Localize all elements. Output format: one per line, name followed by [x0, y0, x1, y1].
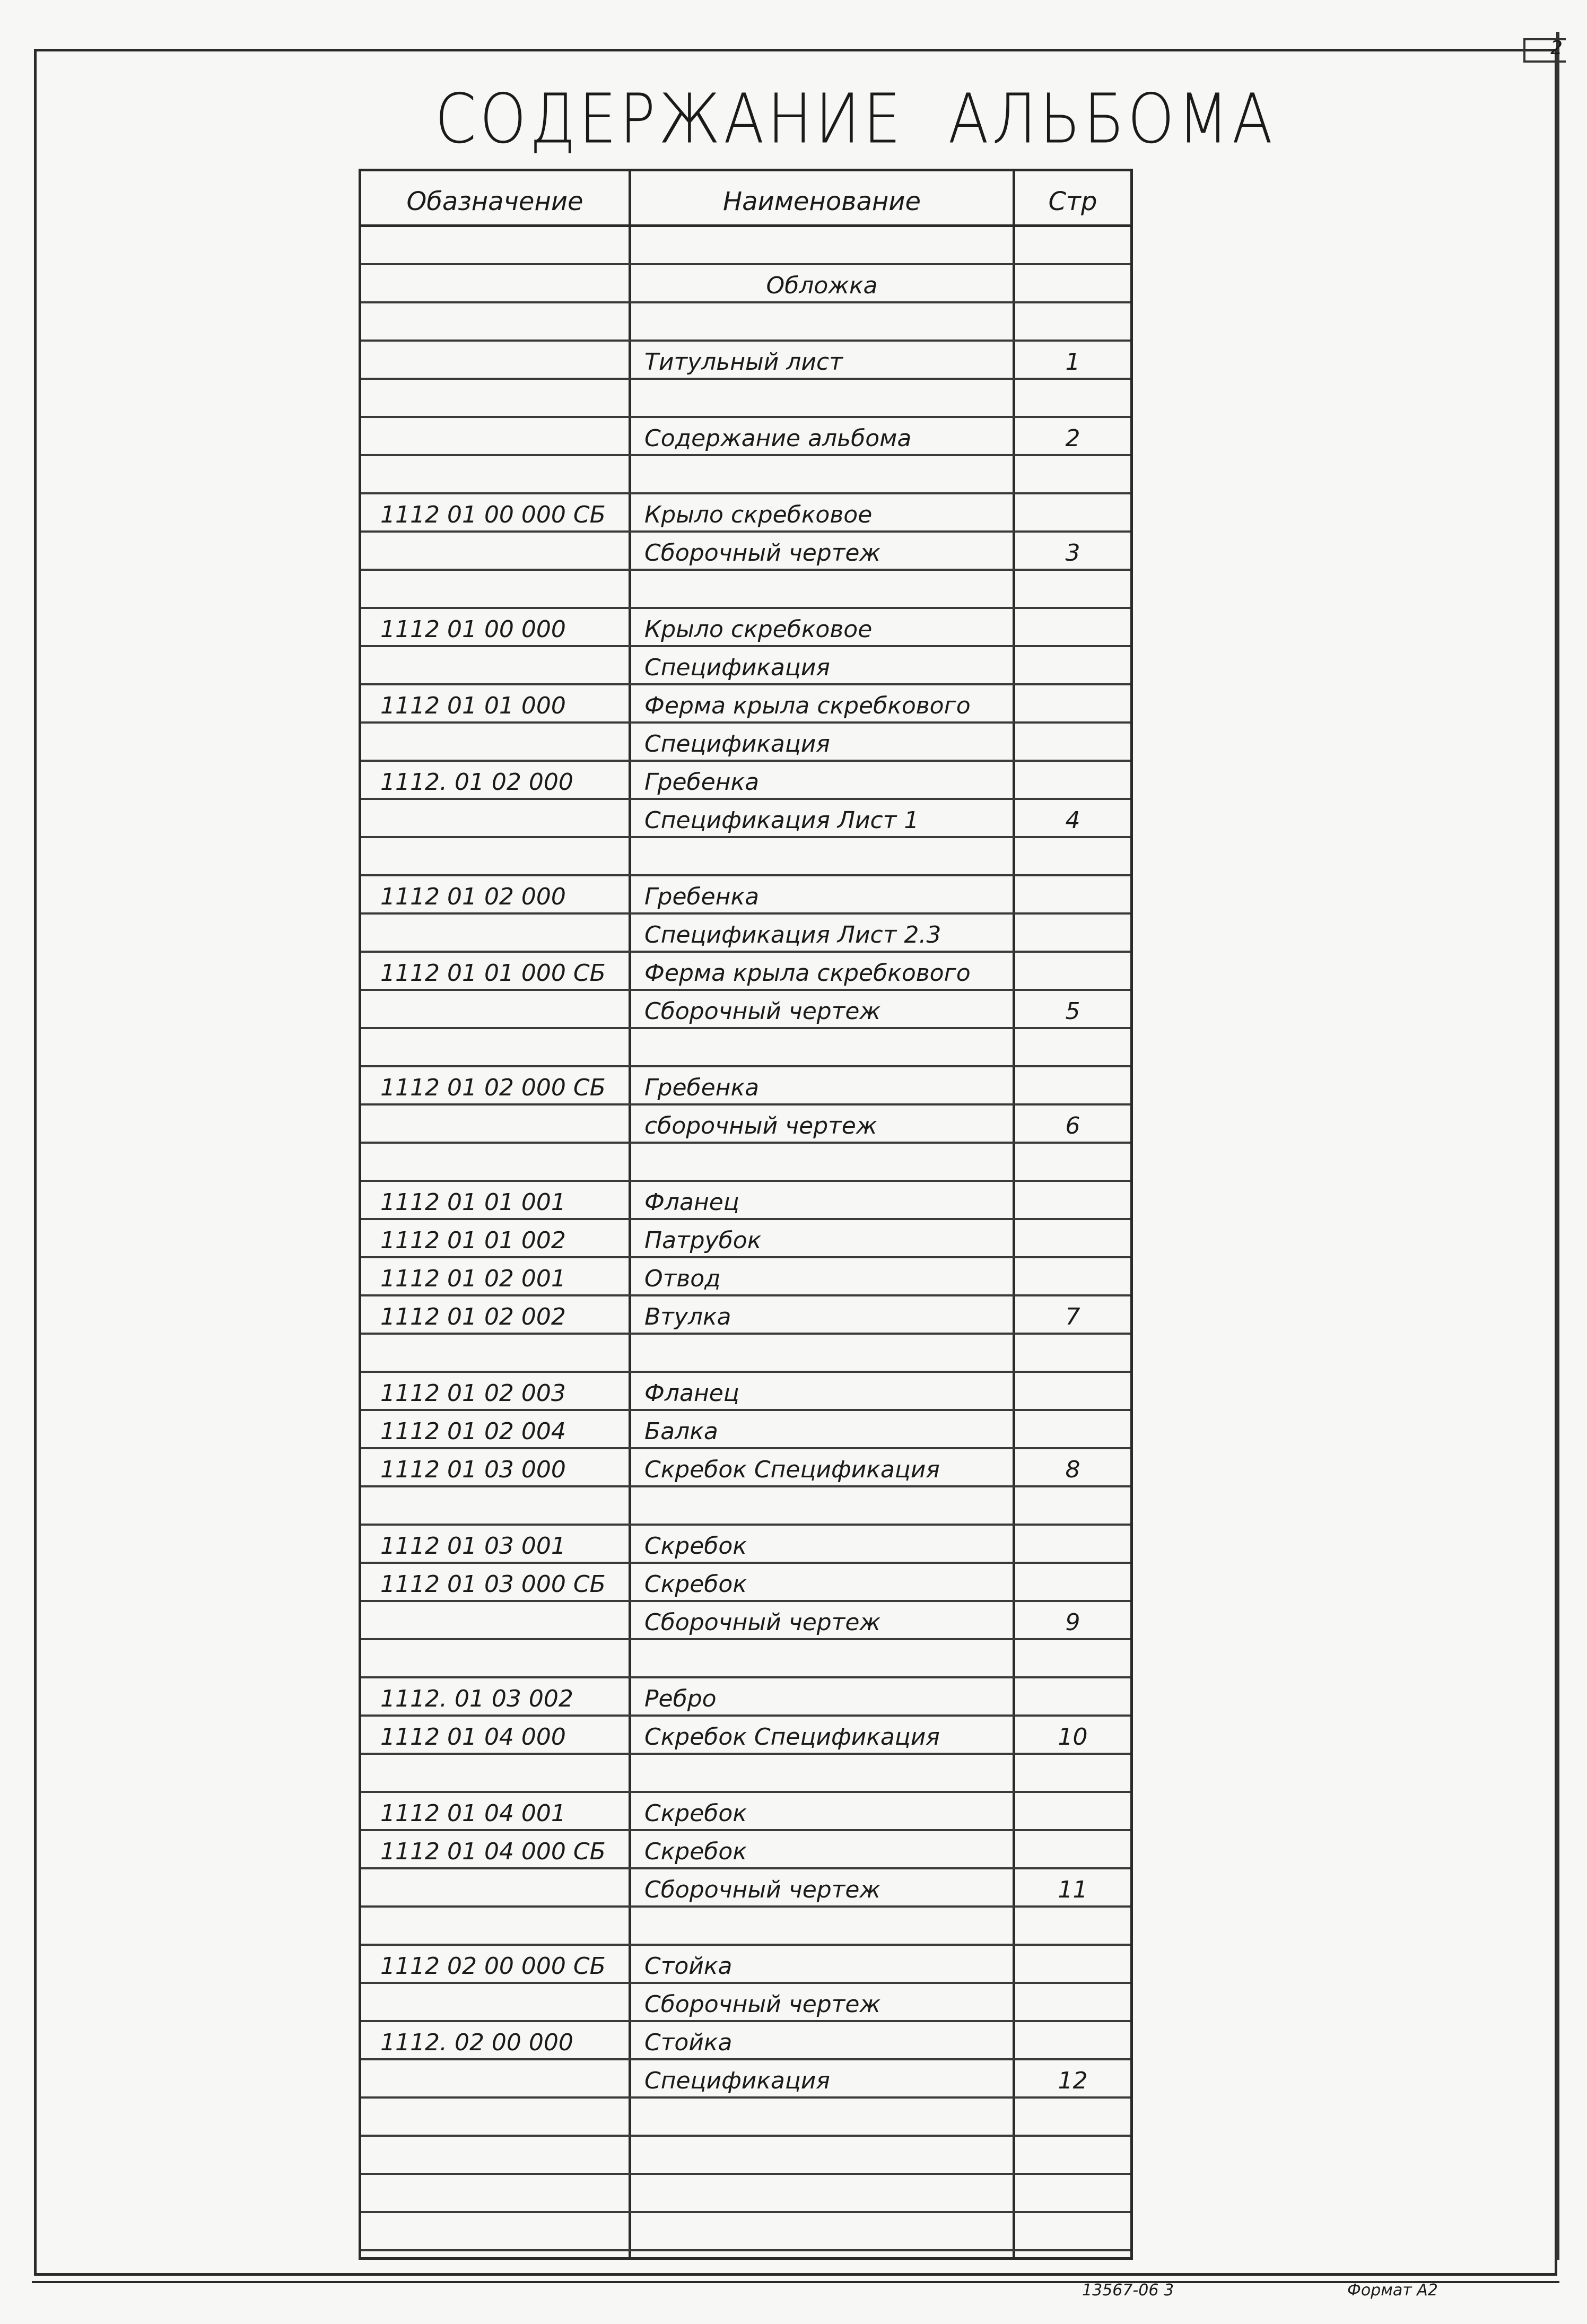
row-page: [1015, 494, 1130, 530]
row-name: [644, 1487, 1010, 1524]
table-row: [361, 953, 1130, 991]
footer-code: 13567-06 3: [1082, 2281, 1174, 2300]
table-row: [361, 1296, 1130, 1335]
row-name: Сборочный чертеж: [644, 998, 881, 1025]
row-name: Фланец: [644, 1380, 739, 1407]
row-designation: [380, 227, 624, 263]
row-designation: [380, 2099, 624, 2135]
row-designation: 1112 01 03 000: [380, 1456, 566, 1483]
table-row: [361, 991, 1130, 1029]
row-name: Гребенка: [644, 883, 760, 910]
row-page: [1015, 609, 1130, 645]
table-row: [361, 2213, 1130, 2251]
table-row: [361, 1793, 1130, 1831]
row-designation: [380, 800, 624, 836]
row-name: [644, 1908, 1010, 1944]
row-designation: [380, 1602, 624, 1638]
table-row: [361, 1144, 1130, 1182]
row-page: [1015, 1335, 1130, 1371]
row-page: 2: [1065, 425, 1080, 452]
table-row: [361, 1411, 1130, 1449]
row-page: [1015, 647, 1130, 683]
row-name: Сборочный чертеж: [644, 539, 881, 567]
row-page: [1015, 1373, 1130, 1409]
contents-table: [359, 169, 1133, 2260]
row-page: 10: [1058, 1724, 1088, 1751]
table-row: [361, 1678, 1130, 1717]
row-designation: 1112 01 00 000 СБ: [380, 501, 606, 528]
footer-format: Формат А2: [1347, 2281, 1438, 2300]
row-page: [1015, 1526, 1130, 1562]
row-designation: 1112 01 02 002: [380, 1303, 566, 1330]
row-designation: 1112. 01 03 002: [380, 1685, 573, 1712]
table-row: [361, 303, 1130, 342]
row-page: [1015, 1029, 1130, 1065]
row-name: [644, 838, 1010, 874]
footer-line: [32, 2281, 1559, 2283]
row-name: [644, 2099, 1010, 2135]
table-row: [361, 876, 1130, 915]
table-row: [361, 800, 1130, 838]
row-page: 11: [1058, 1876, 1088, 1903]
row-page: [1015, 456, 1130, 492]
row-name: [644, 1029, 1010, 1065]
table-row: [361, 609, 1130, 647]
table-row: [361, 1067, 1130, 1106]
row-page: [1015, 1755, 1130, 1791]
row-name: Спецификация: [644, 654, 830, 681]
table-row: [361, 1526, 1130, 1564]
row-designation: [380, 724, 624, 760]
row-name: Патрубок: [644, 1227, 762, 1254]
row-designation: 1112 01 02 004: [380, 1418, 566, 1445]
row-page: [1015, 380, 1130, 416]
row-page: 9: [1065, 1609, 1080, 1636]
table-row: [361, 1182, 1130, 1220]
row-page: [1015, 2175, 1130, 2211]
table-row: [361, 571, 1130, 609]
table-row: [361, 1717, 1130, 1755]
row-name: Стойка: [644, 2029, 733, 2056]
corner-page-number: 2: [1550, 37, 1563, 59]
row-designation: [380, 1487, 624, 1524]
table-row: [361, 2175, 1130, 2213]
row-designation: 1112 01 01 000 СБ: [380, 960, 606, 987]
row-designation: [380, 1106, 624, 1142]
row-name: [644, 571, 1010, 607]
row-page: [1015, 1182, 1130, 1218]
header-designation: Обазначение: [406, 187, 583, 216]
row-page: 3: [1065, 539, 1080, 567]
row-page: [1015, 2137, 1130, 2173]
table-row: [361, 265, 1130, 303]
table-row: [361, 1487, 1130, 1526]
row-name: Обложка: [766, 272, 878, 299]
row-page: [1015, 1411, 1130, 1447]
row-designation: [380, 838, 624, 874]
row-page: [1015, 762, 1130, 798]
row-name: Сборочный чертеж: [644, 1991, 881, 2018]
row-name: Гребенка: [644, 769, 760, 796]
row-name: [644, 2175, 1010, 2211]
table-row: [361, 2060, 1130, 2099]
row-page: [1015, 876, 1130, 912]
row-name: Фланец: [644, 1189, 739, 1216]
row-name: Отвод: [644, 1265, 721, 1292]
table-row: [361, 1755, 1130, 1793]
row-page: [1015, 1640, 1130, 1676]
row-page: [1015, 1487, 1130, 1524]
header-page: Стр: [1048, 187, 1097, 216]
table-row: [361, 1106, 1130, 1144]
row-name: Скребок: [644, 1838, 747, 1865]
table-row: [361, 456, 1130, 494]
row-designation: [380, 2175, 624, 2211]
table-row: [361, 380, 1130, 418]
row-designation: 1112 01 02 001: [380, 1265, 566, 1292]
row-designation: 1112 01 04 001: [380, 1800, 566, 1827]
row-designation: [380, 1335, 624, 1371]
table-row: [361, 685, 1130, 724]
row-designation: [380, 2213, 624, 2249]
row-page: [1015, 227, 1130, 263]
table-row: [361, 915, 1130, 953]
frame-right-edge: [1556, 32, 1559, 2260]
row-designation: [380, 265, 624, 301]
table-row: [361, 838, 1130, 876]
table-row: [361, 1946, 1130, 1984]
row-name: Содержание альбома: [644, 425, 912, 452]
row-page: [1015, 2099, 1130, 2135]
row-page: [1015, 1258, 1130, 1294]
row-designation: [380, 571, 624, 607]
row-page: [1015, 1564, 1130, 1600]
row-designation: [380, 1029, 624, 1065]
row-page: [1015, 1067, 1130, 1103]
row-name: [644, 1335, 1010, 1371]
row-designation: 1112 01 02 000 СБ: [380, 1074, 606, 1101]
row-name: сборочный чертеж: [644, 1112, 877, 1139]
row-page: [1015, 1946, 1130, 1982]
table-row: [361, 1869, 1130, 1908]
row-page: [1015, 953, 1130, 989]
row-designation: 1112 01 02 003: [380, 1380, 566, 1407]
row-name: Сборочный чертеж: [644, 1609, 881, 1636]
row-page: [1015, 265, 1130, 301]
table-row: [361, 1564, 1130, 1602]
table-row: [361, 762, 1130, 800]
row-designation: [380, 418, 624, 454]
row-name: [644, 1144, 1010, 1180]
row-name: Скребок: [644, 1533, 747, 1560]
table-row: [361, 227, 1130, 265]
row-page: [1015, 1793, 1130, 1829]
row-designation: 1112 01 03 000 СБ: [380, 1571, 606, 1598]
row-page: [1015, 1678, 1130, 1714]
table-row: [361, 1908, 1130, 1946]
row-name: Сборочный чертеж: [644, 1876, 881, 1903]
row-name: [644, 456, 1010, 492]
row-designation: 1112 01 03 001: [380, 1533, 566, 1560]
row-designation: [380, 1984, 624, 2020]
row-designation: [380, 2060, 624, 2096]
row-designation: [380, 1640, 624, 1676]
row-page: 1: [1065, 349, 1080, 376]
row-name: Спецификация: [644, 730, 830, 758]
row-designation: 1112 01 01 001: [380, 1189, 566, 1216]
row-page: [1015, 1220, 1130, 1256]
row-designation: [380, 1869, 624, 1905]
row-page: 5: [1065, 998, 1080, 1025]
table-row: [361, 2022, 1130, 2060]
row-designation: [380, 456, 624, 492]
row-designation: [380, 1144, 624, 1180]
table-row: [361, 533, 1130, 571]
row-name: [644, 2137, 1010, 2173]
table-row: [361, 1335, 1130, 1373]
row-name: Балка: [644, 1418, 718, 1445]
row-name: Скребок: [644, 1800, 747, 1827]
table-row: [361, 1831, 1130, 1869]
row-page: [1015, 1144, 1130, 1180]
row-page: [1015, 303, 1130, 340]
row-name: Спецификация: [644, 2067, 830, 2094]
header-name: Наименование: [722, 187, 921, 216]
row-page: [1015, 2213, 1130, 2249]
row-page: 6: [1065, 1112, 1080, 1139]
row-designation: [380, 1908, 624, 1944]
row-designation: 1112. 01 02 000: [380, 769, 573, 796]
row-designation: 1112 01 01 000: [380, 692, 566, 719]
table-row: [361, 342, 1130, 380]
row-name: Гребенка: [644, 1074, 760, 1101]
table-row: [361, 1640, 1130, 1678]
row-designation: [380, 647, 624, 683]
row-name: [644, 380, 1010, 416]
row-designation: 1112 02 00 000 СБ: [380, 1953, 606, 1980]
table-row: [361, 1029, 1130, 1067]
row-name: Крыло скребковое: [644, 501, 873, 528]
row-name: Спецификация Лист 2.3: [644, 921, 941, 948]
row-page: [1015, 1831, 1130, 1867]
row-designation: [380, 2137, 624, 2173]
row-designation: 1112 01 04 000 СБ: [380, 1838, 606, 1865]
row-page: 4: [1065, 807, 1080, 834]
row-page: [1015, 1984, 1130, 2020]
row-name: [644, 303, 1010, 340]
table-row: [361, 2137, 1130, 2175]
row-designation: [380, 991, 624, 1027]
row-name: Скребок Спецификация: [644, 1456, 940, 1483]
table-body: [361, 227, 1130, 2251]
row-page: 7: [1065, 1303, 1080, 1330]
row-name: Втулка: [644, 1303, 731, 1330]
table-row: [361, 418, 1130, 456]
row-name: Скребок Спецификация: [644, 1724, 940, 1751]
row-designation: [380, 303, 624, 340]
row-name: [644, 2213, 1010, 2249]
row-name: Стойка: [644, 1953, 733, 1980]
table-row: [361, 1373, 1130, 1411]
table-row: [361, 724, 1130, 762]
table-row: [361, 1984, 1130, 2022]
page-title: СОДЕРЖАНИЕ АЛЬБОМА: [435, 80, 1276, 159]
row-name: [644, 227, 1010, 263]
row-page: [1015, 1908, 1130, 1944]
table-row: [361, 494, 1130, 533]
row-page: [1015, 915, 1130, 951]
table-row: [361, 1258, 1130, 1296]
row-name: Скребок: [644, 1571, 747, 1598]
table-row: [361, 1602, 1130, 1640]
row-designation: [380, 1755, 624, 1791]
row-page: [1015, 724, 1130, 760]
row-page: [1015, 685, 1130, 721]
row-page: [1015, 838, 1130, 874]
table-row: [361, 647, 1130, 685]
row-designation: [380, 342, 624, 378]
row-name: Спецификация Лист 1: [644, 807, 919, 834]
row-page: 8: [1065, 1456, 1080, 1483]
row-page: 12: [1058, 2067, 1088, 2094]
row-name: Крыло скребковое: [644, 616, 873, 643]
row-designation: 1112 01 04 000: [380, 1724, 566, 1751]
row-designation: 1112 01 02 000: [380, 883, 566, 910]
row-designation: 1112 01 01 002: [380, 1227, 566, 1254]
row-designation: [380, 915, 624, 951]
row-name: Титульный лист: [644, 349, 843, 376]
row-page: [1015, 571, 1130, 607]
row-designation: [380, 380, 624, 416]
table-row: [361, 1220, 1130, 1258]
row-page: [1015, 2022, 1130, 2058]
row-name: [644, 1640, 1010, 1676]
row-name: Ферма крыла скребкового: [644, 960, 971, 987]
row-name: Ребро: [644, 1685, 717, 1712]
row-designation: 1112. 02 00 000: [380, 2029, 573, 2056]
row-designation: [380, 533, 624, 569]
table-row: [361, 2099, 1130, 2137]
row-designation: 1112 01 00 000: [380, 616, 566, 643]
row-name: [644, 1755, 1010, 1791]
row-name: Ферма крыла скребкового: [644, 692, 971, 719]
table-row: [361, 1449, 1130, 1487]
